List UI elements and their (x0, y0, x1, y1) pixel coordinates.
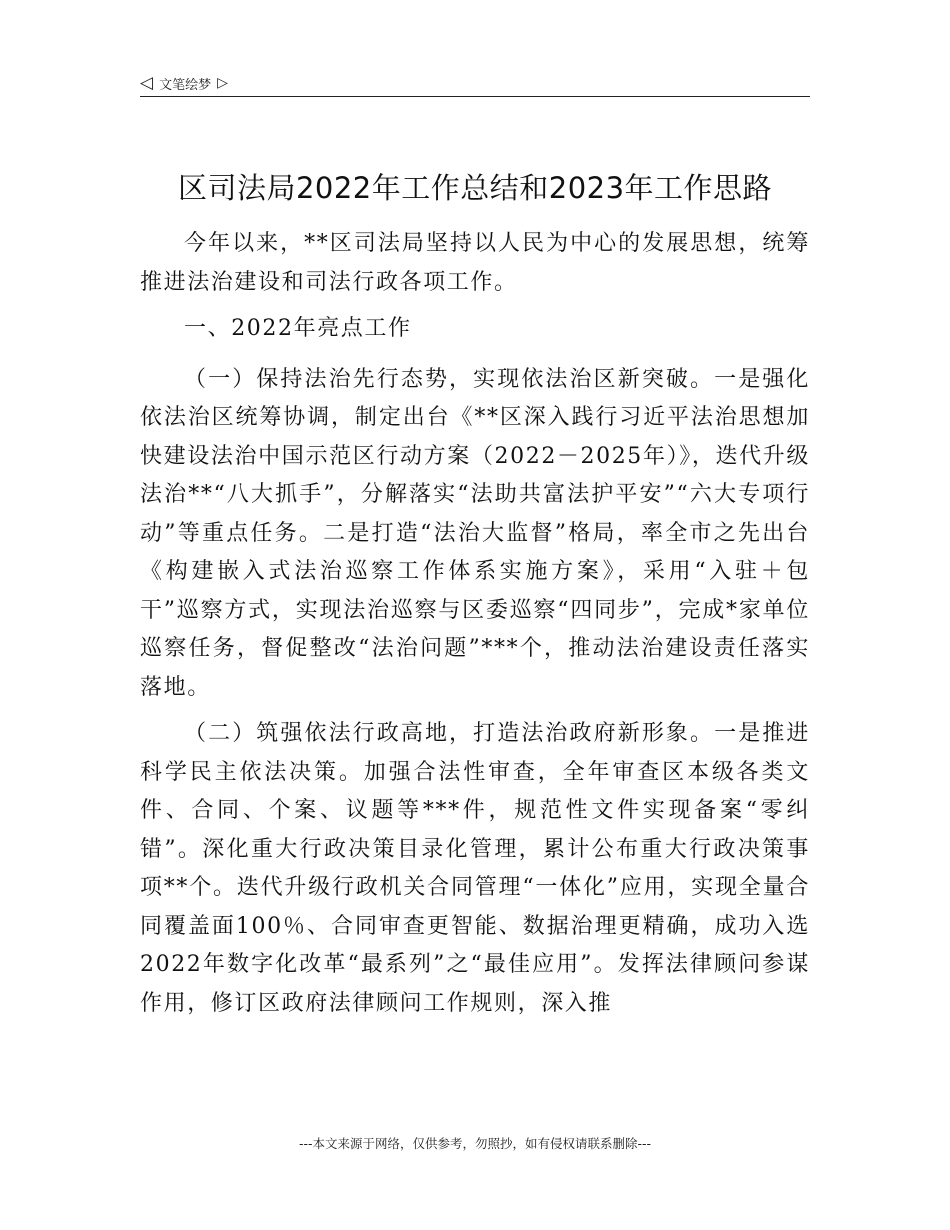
document-title: 区司法局2022年工作总结和2023年工作思路 (177, 171, 773, 205)
triangle-right-icon: ▷ (217, 75, 228, 91)
intro-paragraph: 今年以来，**区司法局坚持以人民为中心的发展思想，统筹推进法治建设和司法行政各项工作。 (140, 231, 810, 295)
page-header (140, 70, 810, 97)
footer-disclaimer: ---本文来源于网络，仅供参考，勿照抄，如有侵权请联系删除--- (298, 1136, 652, 1151)
triangle-left-icon: ◁ (140, 72, 154, 93)
document-body (140, 225, 810, 1031)
body-paragraph: （一）保持法治先行态势，实现依法治区新突破。一是强化依法治区统筹协调，制定出台《**区深入践行习近平法治思想加快建设法治中国示范区行动方案（2022－2025年）》，迭代升级法治**“八大抓手”，分解落实“法助共富法护平安”“六大专项行动”等重点任务。二是打造“法治大监督”格局，率全市之先出台《构建嵌入式法治巡察工作体系实施方案》，采用“入驻＋包干”巡察方式，实现法治巡察与区委巡察“四同步”，完成*家单位巡察任务，督促整改“法治问题”***个，推动法治建设责任落实落地。 (140, 366, 810, 700)
body-paragraph: （二）筑强依法行政高地，打造法治政府新形象。一是推进科学民主依法决策。加强合法性审查，全年审查区本级各类文件、合同、个案、议题等***件，规范性文件实现备案“零纠错”。深化重大行政决策目录化管理，累计公布重大行政决策事项**个。迭代升级行政机关合同管理“一体化”应用，实现全量合同覆盖面100％、合同审查更智能、数据治理更精确，成功入选2022年数字化改革“最系列”之“最佳应用”。发挥法律顾问参谋作用，修订区政府法律顾问工作规则，深入推 (140, 721, 810, 1016)
header-brand: 文笔绘梦 (159, 77, 212, 93)
section-heading: 一、2022年亮点工作 (184, 316, 412, 341)
